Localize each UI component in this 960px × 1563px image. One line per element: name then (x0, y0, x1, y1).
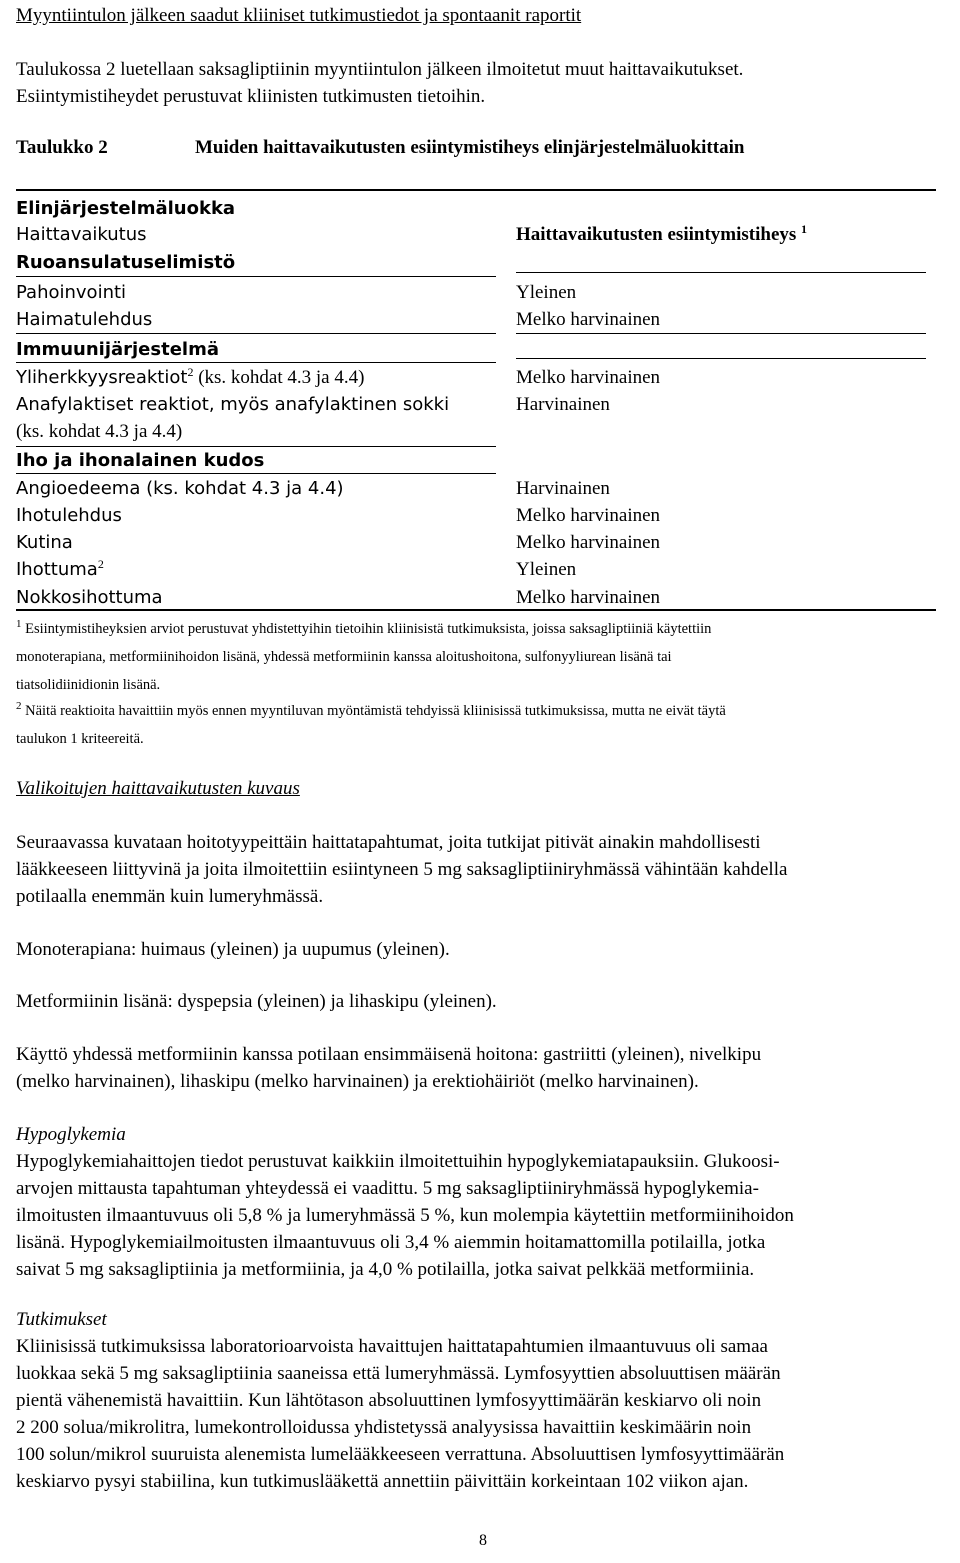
paragraph-line: pientä vähenemistä havaittiin. Kun lähtötason absoluuttinen lymfosyyttimäärän keskiarvo oli noin (16, 1390, 762, 1411)
paragraph-line: Kliinisissä tutkimuksissa laboratorioarvoista havaittujen haittatapahtumien ilmaantuvuus oli samaa (16, 1336, 768, 1357)
organ-class-gastrointestinal: Ruoansulatuselimistö (16, 252, 236, 273)
paragraph-line: arvojen mittausta tapahtuman yhteydessä ei vaadittu. 5 mg saksagliptiiniryhmässä hypoglykemia- (16, 1178, 759, 1199)
footnote-1-line-1 (16, 615, 711, 643)
footnote-1-line-2: monoterapiana, metformiinihoidon lisänä, yhdessä metformiinin kanssa aloitushoitona, sulfonyyliurean lisänä tai (16, 649, 672, 665)
subsection-heading-investigations: Tutkimukset (16, 1309, 107, 1330)
effect-cell: Haimatulehdus (16, 309, 153, 330)
paragraph-line: Käyttö yhdessä metformiinin kanssa potilaan ensimmäisenä hoitona: gastriitti (yleinen), nivelkipu (16, 1044, 762, 1065)
column-header-organ-class: Elinjärjestelmäluokka (16, 198, 236, 219)
section-rule (516, 333, 926, 334)
table-number: Taulukko 2 (16, 137, 108, 158)
paragraph-monotherapy: Monoterapiana: huimaus (yleinen) ja uupumus (yleinen). (16, 939, 450, 960)
footnote-1-line-3: tiatsolidiinidionin lisänä. (16, 677, 161, 693)
effect-cell: Anafylaktiset reaktiot, myös anafylaktinen sokki (16, 394, 450, 415)
paragraph-line: luokkaa sekä 5 mg saksagliptiinia saaneissa että lumeryhmässä. Lymfosyyttien absoluuttisen määrän (16, 1363, 781, 1384)
footnote-1-mark: 1 (16, 618, 22, 630)
section-heading: Myyntiintulon jälkeen saadut kliiniset tutkimustiedot ja spontaanit raportit (16, 5, 582, 26)
frequency-cell: Yleinen (516, 282, 577, 303)
paragraph-line: Hypoglykemiahaittojen tiedot perustuvat kaikkiin ilmoitettuihin hypoglykemiatapauksiin. Glukoosi- (16, 1151, 780, 1172)
effect-label: Yliherkkyysreaktiot (16, 367, 188, 388)
paragraph-line: 100 solun/mikrol suuruista alenemista lumelääkkeeseen verrattuna. Absoluuttisen lymfosyyttimäärän (16, 1444, 785, 1465)
footnote-ref-1: 1 (801, 222, 808, 236)
effect-cell (16, 364, 364, 391)
section-rule (16, 333, 496, 334)
frequency-cell: Melko harvinainen (516, 367, 661, 388)
effect-cell-continued: (ks. kohdat 4.3 ja 4.4) (16, 421, 183, 442)
footnote-1-text: Esiintymistiheyksien arviot perustuvat yhdistettyihin tietoihin kliinisistä tutkimuksista, joissa saksagliptiiniä käytettiin (25, 621, 712, 637)
effect-cell (16, 556, 104, 583)
effect-label: Ihottuma (16, 559, 98, 580)
frequency-cell: Melko harvinainen (516, 309, 661, 330)
footnote-2-line-1 (16, 697, 726, 725)
table-top-rule (16, 189, 936, 191)
paragraph-line: keskiarvo pysyi stabiilina, kun tutkimuslääkettä annettiin päivittäin korkeintaan 102 viikon ajan. (16, 1471, 749, 1492)
frequency-cell: Harvinainen (516, 394, 610, 415)
paragraph-line: lisänä. Hypoglykemiailmoitusten ilmaantuvuus oli 3,4 % aiemmin hoitamattomilla potilailla, jotka (16, 1232, 766, 1253)
column-header-frequency (516, 221, 807, 248)
effect-cell (16, 475, 344, 502)
paragraph-hypoglycemia (16, 1148, 956, 1283)
section-rule (516, 358, 926, 359)
effect-reference: (ks. kohdat 4.3 ja 4.4) (193, 367, 365, 388)
section-rule (16, 473, 496, 474)
paragraph-line: Seuraavassa kuvataan hoitotyypeittäin haittatapahtumat, joita tutkijat pitivät ainakin mahdollisesti (16, 832, 761, 853)
section-rule (516, 272, 926, 273)
column-header-frequency-label: Haittavaikutusten esiintymistiheys (516, 224, 797, 245)
paragraph-line: ilmoitusten ilmaantuvuus oli 5,8 % ja lumeryhmässä 5 %, kun molempia käytettiin metformiinihoidon (16, 1205, 794, 1226)
organ-class-skin: Iho ja ihonalainen kudos (16, 450, 265, 471)
effect-cell: Nokkosihottuma (16, 587, 163, 608)
table-bottom-rule (16, 609, 936, 611)
intro-line-2: Esiintymistiheydet perustuvat kliinisten tutkimusten tietoihin. (16, 86, 486, 107)
footnote-ref-2: 2 (187, 365, 194, 379)
footnote-2-line-2: taulukon 1 kriteereitä. (16, 731, 144, 747)
frequency-cell: Yleinen (516, 559, 577, 580)
column-header-effect: Haittavaikutus (16, 224, 147, 245)
frequency-cell: Melko harvinainen (516, 532, 661, 553)
effect-cell: Pahoinvointi (16, 282, 127, 303)
frequency-cell: Harvinainen (516, 478, 610, 499)
footnote-2-text: Näitä reaktioita havaittiin myös ennen myyntiluvan myöntämistä tehdyissä kliinisissä tutkimuksissa, mutta ne eivät täytä (25, 703, 726, 719)
section-rule (16, 362, 496, 363)
subsection-heading-hypoglycemia: Hypoglykemia (16, 1124, 126, 1145)
paragraph-initial-combination (16, 1041, 956, 1095)
paragraph-line: (melko harvinainen), lihaskipu (melko harvinainen) ja erektiohäiriöt (melko harvinainen). (16, 1071, 699, 1092)
paragraph-line: potilaalla enemmän kuin lumeryhmässä. (16, 886, 324, 907)
organ-class-immune: Immuunijärjestelmä (16, 339, 219, 360)
footnote-ref-2: 2 (97, 557, 104, 571)
intro-line-1: Taulukossa 2 luetellaan saksagliptiinin myyntiintulon jälkeen ilmoitetut muut haittavaikutukset. (16, 59, 744, 80)
paragraph-metformin-addon: Metformiinin lisänä: dyspepsia (yleinen) ja lihaskipu (yleinen). (16, 991, 497, 1012)
effect-label: Angioedeema (ks. kohdat 4.3 ja 4.4) (16, 478, 344, 499)
paragraph-line: 2 200 solua/mikrolitra, lumekontrolloidussa yhdistetyssä analyysissa havaittiin keskimäärin noin (16, 1417, 752, 1438)
effect-cell: Kutina (16, 532, 73, 553)
paragraph-investigations (16, 1333, 956, 1495)
paragraph-description (16, 829, 956, 910)
paragraph-line: saivat 5 mg saksagliptiinia ja metformiinia, ja 4,0 % potilailla, jotka saivat pelkkää metformiinia. (16, 1259, 755, 1280)
table-title: Muiden haittavaikutusten esiintymistiheys elinjärjestelmäluokittain (195, 137, 745, 158)
effect-cell: Ihotulehdus (16, 505, 122, 526)
subsection-heading-selected: Valikoitujen haittavaikutusten kuvaus (16, 778, 300, 799)
section-rule (16, 276, 496, 277)
paragraph-line: lääkkeeseen liittyvinä ja joita ilmoitettiin esiintyneen 5 mg saksagliptiiniryhmässä vähintään kahdella (16, 859, 788, 880)
footnote-2-mark: 2 (16, 700, 22, 712)
page-number: 8 (479, 1532, 487, 1549)
frequency-cell: Melko harvinainen (516, 587, 661, 608)
frequency-cell: Melko harvinainen (516, 505, 661, 526)
